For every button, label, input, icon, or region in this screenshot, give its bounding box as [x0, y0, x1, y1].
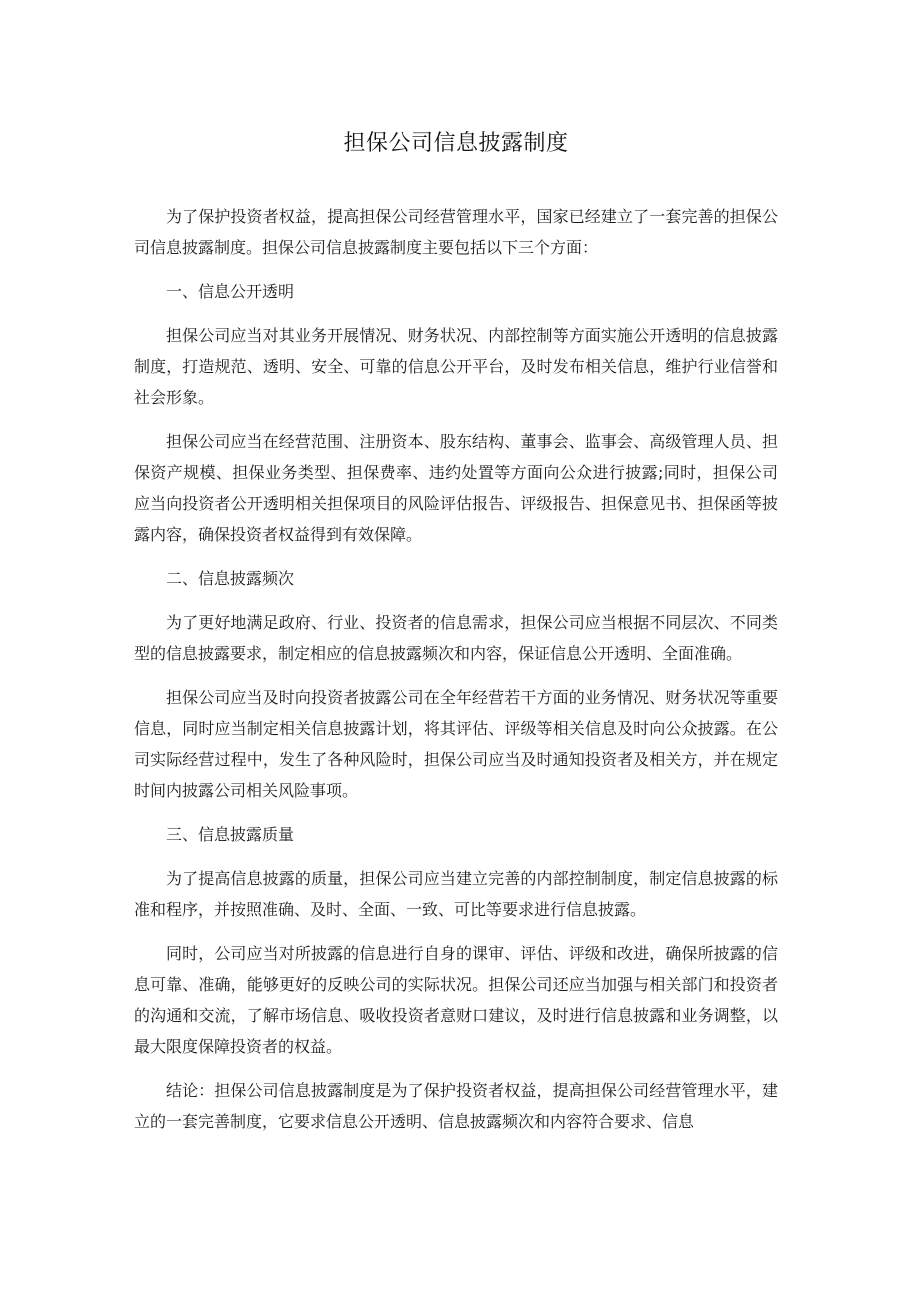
intro-paragraph: 为了保护投资者权益，提高担保公司经营管理水平，国家已经建立了一套完善的担保公司信息披露制度。担保公司信息披露制度主要包括以下三个方面： — [134, 207, 778, 257]
section-1-paragraph-1: 担保公司应当对其业务开展情况、财务状况、内部控制等方面实施公开透明的信息披露制度，打造规范、透明、安全、可靠的信息公开平台，及时发布相关信息，维护行业信誉和社会形象。 — [134, 326, 778, 407]
section-1-heading: 一、信息公开透明 — [166, 282, 295, 301]
section-3-paragraph-2: 同时，公司应当对所披露的信息进行自身的课审、评估、评级和改进，确保所披露的信息可靠、准确，能够更好的反映公司的实际状况。担保公司还应当加强与相关部门和投资者的沟通和交流，了解市场信息、吸收投资者意财口建议，及时进行信息披露和业务调整，以最大限度保障投资者的权益。 — [134, 944, 778, 1056]
document-page — [134, 0, 778, 1150]
section-2-heading: 二、信息披露频次 — [166, 569, 295, 588]
section-3-heading: 三、信息披露质量 — [166, 825, 295, 844]
section-3-paragraph-1: 为了提高信息披露的质量，担保公司应当建立完善的内部控制制度，制定信息披露的标准和程序，并按照准确、及时、全面、一致、可比等要求进行信息披露。 — [134, 869, 778, 919]
section-2-paragraph-2: 担保公司应当及时向投资者披露公司在全年经营若干方面的业务情况、财务状况等重要信息，同时应当制定相关信息披露计划，将其评估、评级等相关信息及时向公众披露。在公司实际经营过程中，发生了各种风险时，担保公司应当及时通知投资者及相关方，并在规定时间内披露公司相关风险事项。 — [134, 688, 778, 800]
section-2-paragraph-1: 为了更好地满足政府、行业、投资者的信息需求，担保公司应当根据不同层次、不同类型的信息披露要求，制定相应的信息披露频次和内容，保证信息公开透明、全面准确。 — [134, 613, 778, 663]
document-body — [134, 201, 778, 1137]
conclusion-paragraph: 结论：担保公司信息披露制度是为了保护投资者权益，提高担保公司经营管理水平，建立的一套完善制度，它要求信息公开透明、信息披露频次和内容符合要求、信息 — [134, 1081, 778, 1131]
document-title: 担保公司信息披露制度 — [343, 131, 569, 156]
section-1-paragraph-2: 担保公司应当在经营范围、注册资本、股东结构、董事会、监事会、高级管理人员、担保资产规模、担保业务类型、担保费率、违约处置等方面向公众进行披露;同时，担保公司应当向投资者公开透明相关担保项目的风险评估报告、评级报告、担保意见书、担保函等披露内容，确保投资者权益得到有效保障。 — [134, 432, 778, 544]
